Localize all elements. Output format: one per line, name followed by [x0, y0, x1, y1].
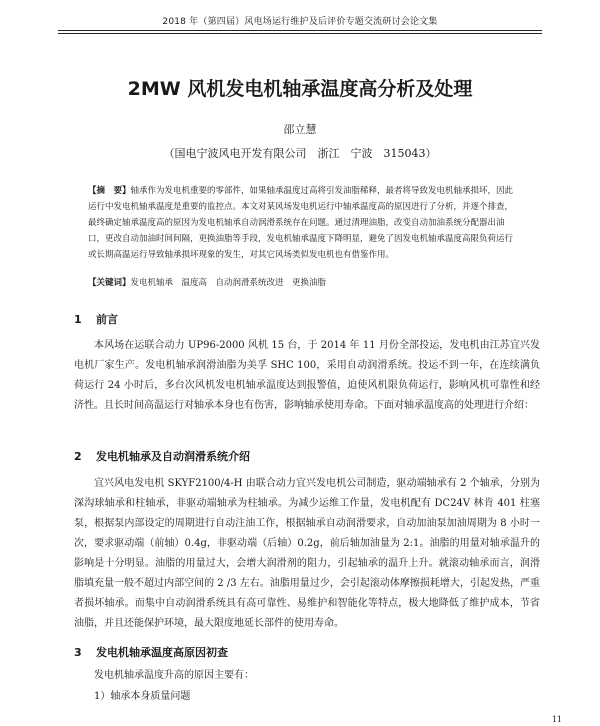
section-heading-2	[74, 448, 540, 464]
author-name: 邵立慧	[283, 123, 317, 136]
header-rule-bottom	[58, 33, 542, 34]
paper-title: 2MW 风机发电机轴承温度高分析及处理	[127, 78, 473, 100]
running-header: 2018 年（第四届）风电场运行维护及后评价专题交流研讨会论文集	[162, 17, 438, 27]
section-title: 前言	[96, 313, 118, 326]
section-number: 3	[74, 646, 82, 659]
section-heading-1	[74, 311, 540, 327]
section-1-paragraph-1: 本风场在运联合动力 UP96-2000 风机 15 台，于 2014 年 11 月份全部投运，发电机由江苏宜兴发电机厂家生产。发电机轴承润滑油脂为美孚 SHC 100，采用自动润滑系统。投运不到一年，在连续满负荷运行 24 小时后，多台次风机发电机轴承温度达到报警值，迫使风机限负荷运行，影响风机可靠性和经济性。且长时间高温运行对轴承本身也有伤害，影响轴承使用寿命。下面对轴承温度高的处理进行介绍：	[74, 340, 540, 411]
section-title: 发电机轴承及自动润滑系统介绍	[96, 450, 250, 463]
header-rule-top	[58, 30, 542, 31]
abstract-text: 轴承作为发电机重要的零部件，如果轴承温度过高将引发油脂稀释，最者将导致发电机轴承损坏，因此运行中发电机轴承温度是重要的监控点。本文对某风场发电机运行中轴承温度高的原因进行了分析，并逐个排查，最终确定轴承温度高的原因为发电机轴承自动润滑系统存在问题。通过清理油脂，改变自动加油系统分配器出油口，更改自动加油时间间隔，更换油脂等手段，发电机轴承温度下降明显，避免了因发电机轴承温度高限负荷运行或长期高温运行导致轴承损坏现象的发生，对其它风场类似发电机也有借鉴作用。	[88, 186, 514, 260]
section-number: 1	[74, 313, 82, 326]
abstract	[88, 183, 520, 263]
section-heading-3	[74, 644, 540, 660]
section-2-paragraph-1: 宜兴风电发电机 SKYF2100/4-H 由联合动力宜兴发电机公司制造，驱动端轴承有 2 个轴承，分别为深沟球轴承和柱轴承，非驱动端轴承为柱轴承。为减少运维工作量，发电机配有 DC24V 林肯 401 柱塞泵，根据泵内部设定的周期进行自动注油工作，根据轴承自动润滑要求，自动加油泵加油周期为 8 小时一次，要求驱动端（前轴）0.4g，非驱动端（后轴）0.2g，前后轴加油量为 2:1。油脂的用量对轴承温升的影响是十分明显。油脂的用量过大，会增大润滑剂的阻力，引起轴承的温升上升。就滚动轴承而言，润滑脂填充量一般不超过内部空间的 2 /3 左右。油脂用量过少，会引起滚动体摩擦损耗增大，引起发热，严重者损坏轴承。而集中自动润滑系统具有高可靠性、易维护和智能化等特点，极大地降低了维护成本，节省油脂，并且还能保护环境，最大限度地延长部件的使用寿命。	[74, 478, 540, 629]
keywords	[88, 276, 520, 290]
abstract-label: 【摘 要】	[88, 186, 131, 196]
keywords-text: 发电机轴承 温度高 自动润滑系统改进 更换油脂	[130, 278, 327, 288]
list-item: 1）轴承本身质量问题	[94, 691, 191, 702]
section-number: 2	[74, 450, 82, 463]
author-affiliation: （国电宁波风电开发有限公司 浙江 宁波 315043）	[163, 147, 437, 160]
section-title: 发电机轴承温度高原因初查	[96, 646, 228, 659]
page-number: 11	[551, 715, 562, 724]
section-3-paragraph-1: 发电机轴承温度升高的原因主要有：	[94, 670, 254, 681]
keywords-label: 【关键词】	[88, 278, 131, 288]
